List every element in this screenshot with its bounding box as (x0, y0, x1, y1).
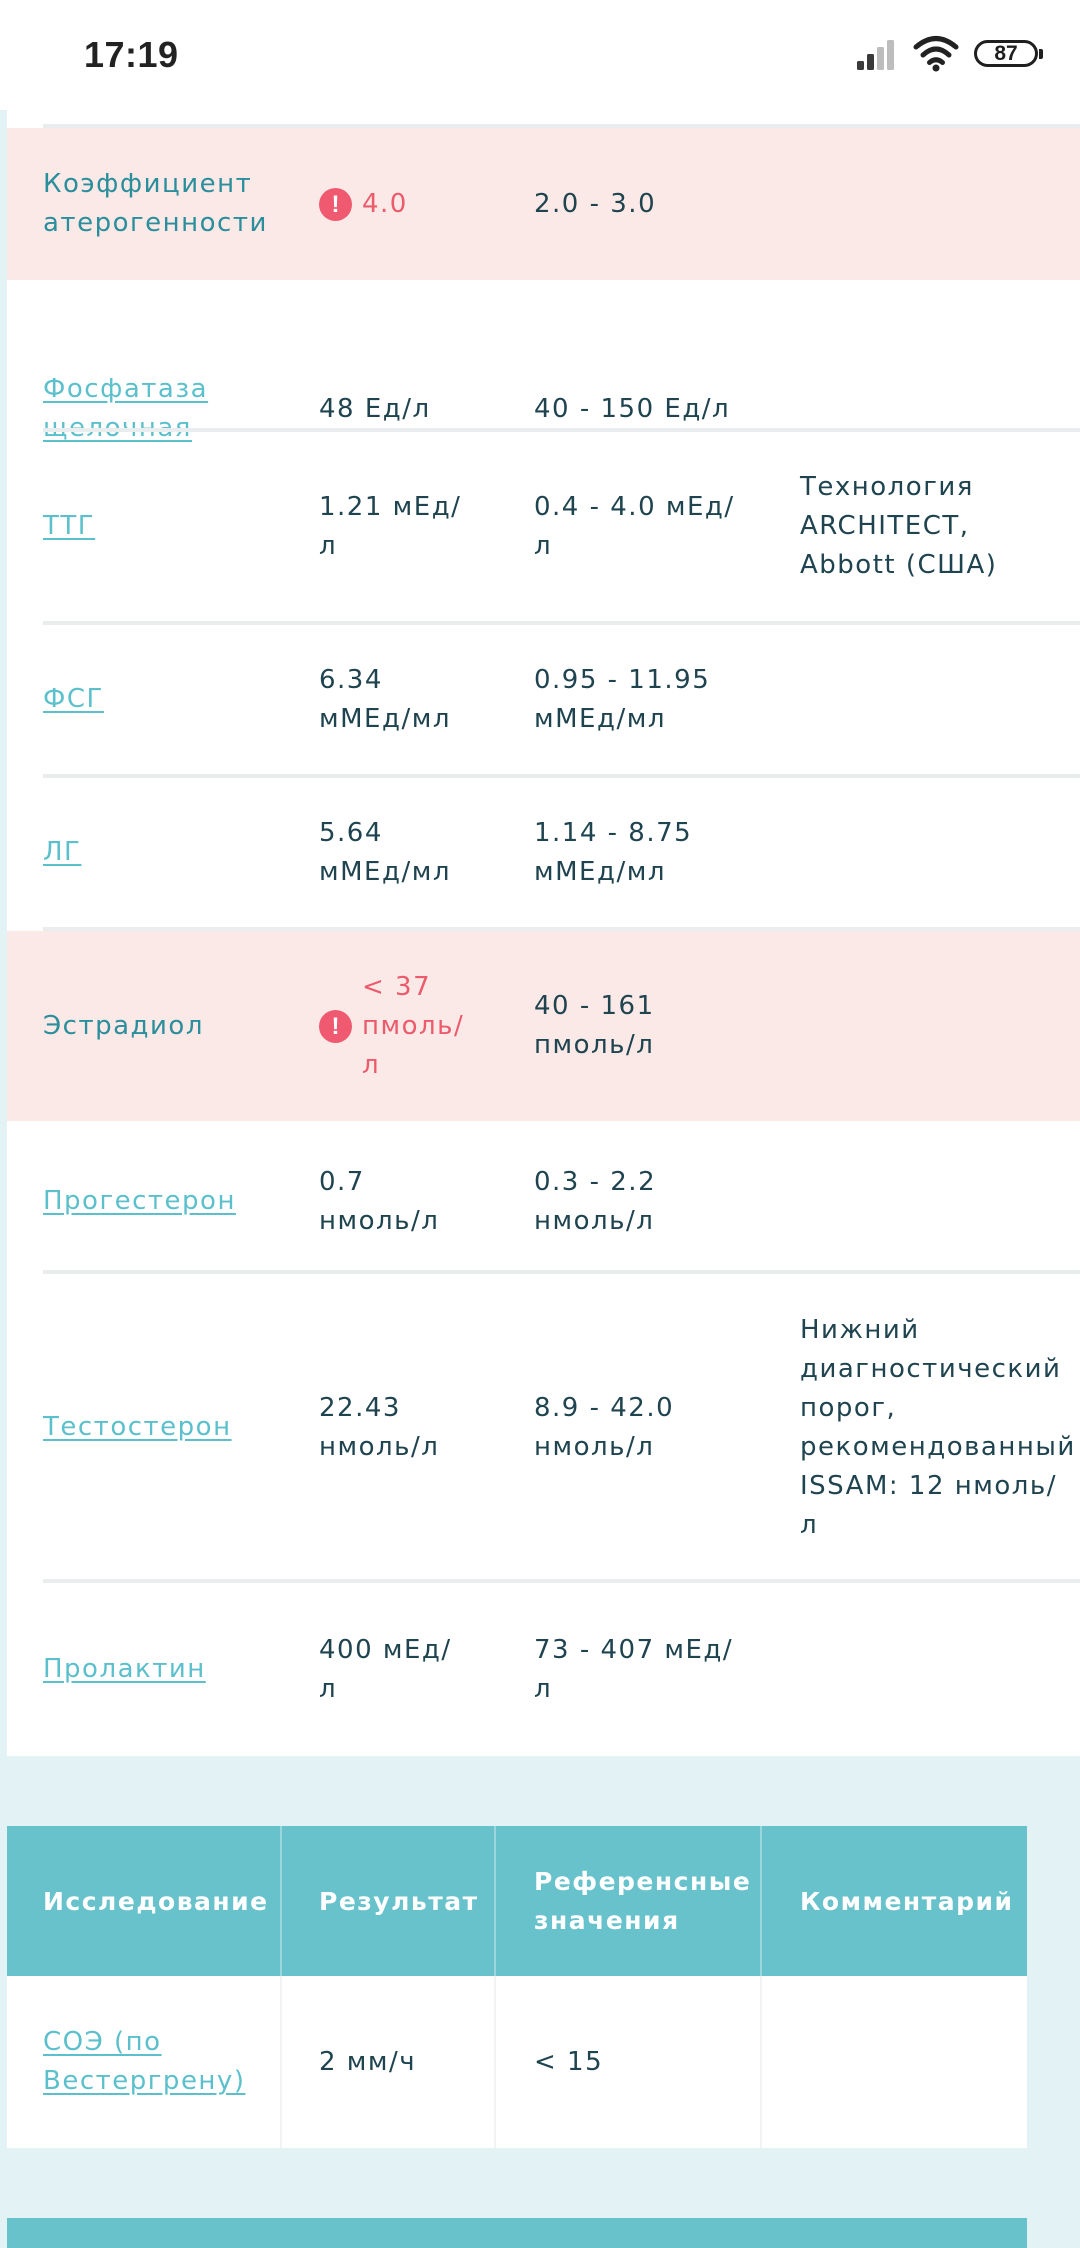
test-link-lh[interactable]: ЛГ (43, 837, 82, 867)
test-result: 0.7 нмоль/л (319, 1166, 440, 1236)
test-link-alkaline-phosphatase[interactable]: Фосфатаза (43, 374, 209, 404)
table-row (7, 1121, 1080, 1282)
wifi-icon (913, 34, 959, 72)
test-reference: 1.14 - 8.75 мМЕд/мл (534, 817, 693, 887)
test-result: 400 мЕд/ л (319, 1634, 452, 1704)
signal-icon (857, 36, 903, 70)
battery-icon: 87 (974, 40, 1038, 67)
analysis-table-1 (7, 110, 1080, 1756)
table-row (7, 1583, 1080, 1756)
status-bar (0, 0, 1080, 110)
test-reference: < 15 (534, 2046, 604, 2077)
next-table-header (7, 2218, 1027, 2248)
analysis-table-2 (7, 1826, 1027, 2148)
test-comment: Технология ARCHITECT, Abbott (США) (800, 472, 998, 580)
test-reference: 40 - 161 пмоль/л (534, 991, 655, 1060)
status-time: 17:19 (84, 34, 179, 75)
column-header-comment: Комментарий (800, 1886, 1014, 1916)
test-reference: 0.95 - 11.95 мМЕд/мл (534, 664, 711, 734)
test-link-progesterone[interactable]: Прогестерон (43, 1186, 236, 1216)
test-reference: 8.9 - 42.0 нмоль/л (534, 1392, 675, 1462)
test-reference: 2.0 - 3.0 (534, 188, 657, 219)
test-result: 2 мм/ч (319, 2046, 417, 2077)
test-result: 5.64 мМЕд/мл (319, 817, 451, 887)
test-reference: 40 - 150 Ед/л (534, 393, 731, 424)
exclamation-circle-icon: ! (319, 188, 352, 221)
table-row (7, 432, 1080, 621)
test-link-prolactin[interactable]: Пролактин (43, 1654, 206, 1684)
table-row (7, 1976, 1027, 2148)
test-result: 22.43 нмоль/л (319, 1392, 440, 1462)
test-result: 48 Ед/л (319, 393, 431, 424)
table-row (7, 931, 1080, 1121)
test-result: 1.21 мЕд/ л (319, 491, 462, 561)
test-reference: 0.3 - 2.2 нмоль/л (534, 1166, 657, 1236)
test-link-esr[interactable]: СОЭ (по Вестергрену) (43, 2027, 246, 2096)
test-name: Эстрадиол (43, 1010, 204, 1041)
column-header-test: Исследование (43, 1886, 269, 1916)
test-reference: 73 - 407 мЕд/ л (534, 1634, 734, 1704)
table-header (7, 1826, 1027, 1976)
test-result: ! < 37 пмоль/ л (319, 931, 519, 1121)
test-result: 6.34 мМЕд/мл (319, 664, 451, 734)
test-name: Коэффициент атерогенности (43, 169, 268, 238)
column-header-result: Результат (319, 1886, 479, 1916)
column-header-reference: Референсные значения (534, 1867, 752, 1935)
table-row (7, 778, 1080, 927)
table-row (7, 625, 1080, 774)
table-row (7, 1274, 1080, 1581)
test-link-tsh[interactable]: ТТГ (43, 511, 96, 541)
test-comment: Нижний диагностический порог, рекомендованный ISSAM: 12 нмоль/ л (800, 1314, 1076, 1540)
table-row (7, 128, 1080, 280)
exclamation-circle-icon: ! (319, 1010, 352, 1043)
test-reference: 0.4 - 4.0 мЕд/ л (534, 491, 735, 561)
test-result: ! 4.0 (319, 128, 519, 280)
test-link-testosterone[interactable]: Тестостерон (43, 1412, 232, 1442)
test-link-fsh[interactable]: ФСГ (43, 684, 104, 714)
